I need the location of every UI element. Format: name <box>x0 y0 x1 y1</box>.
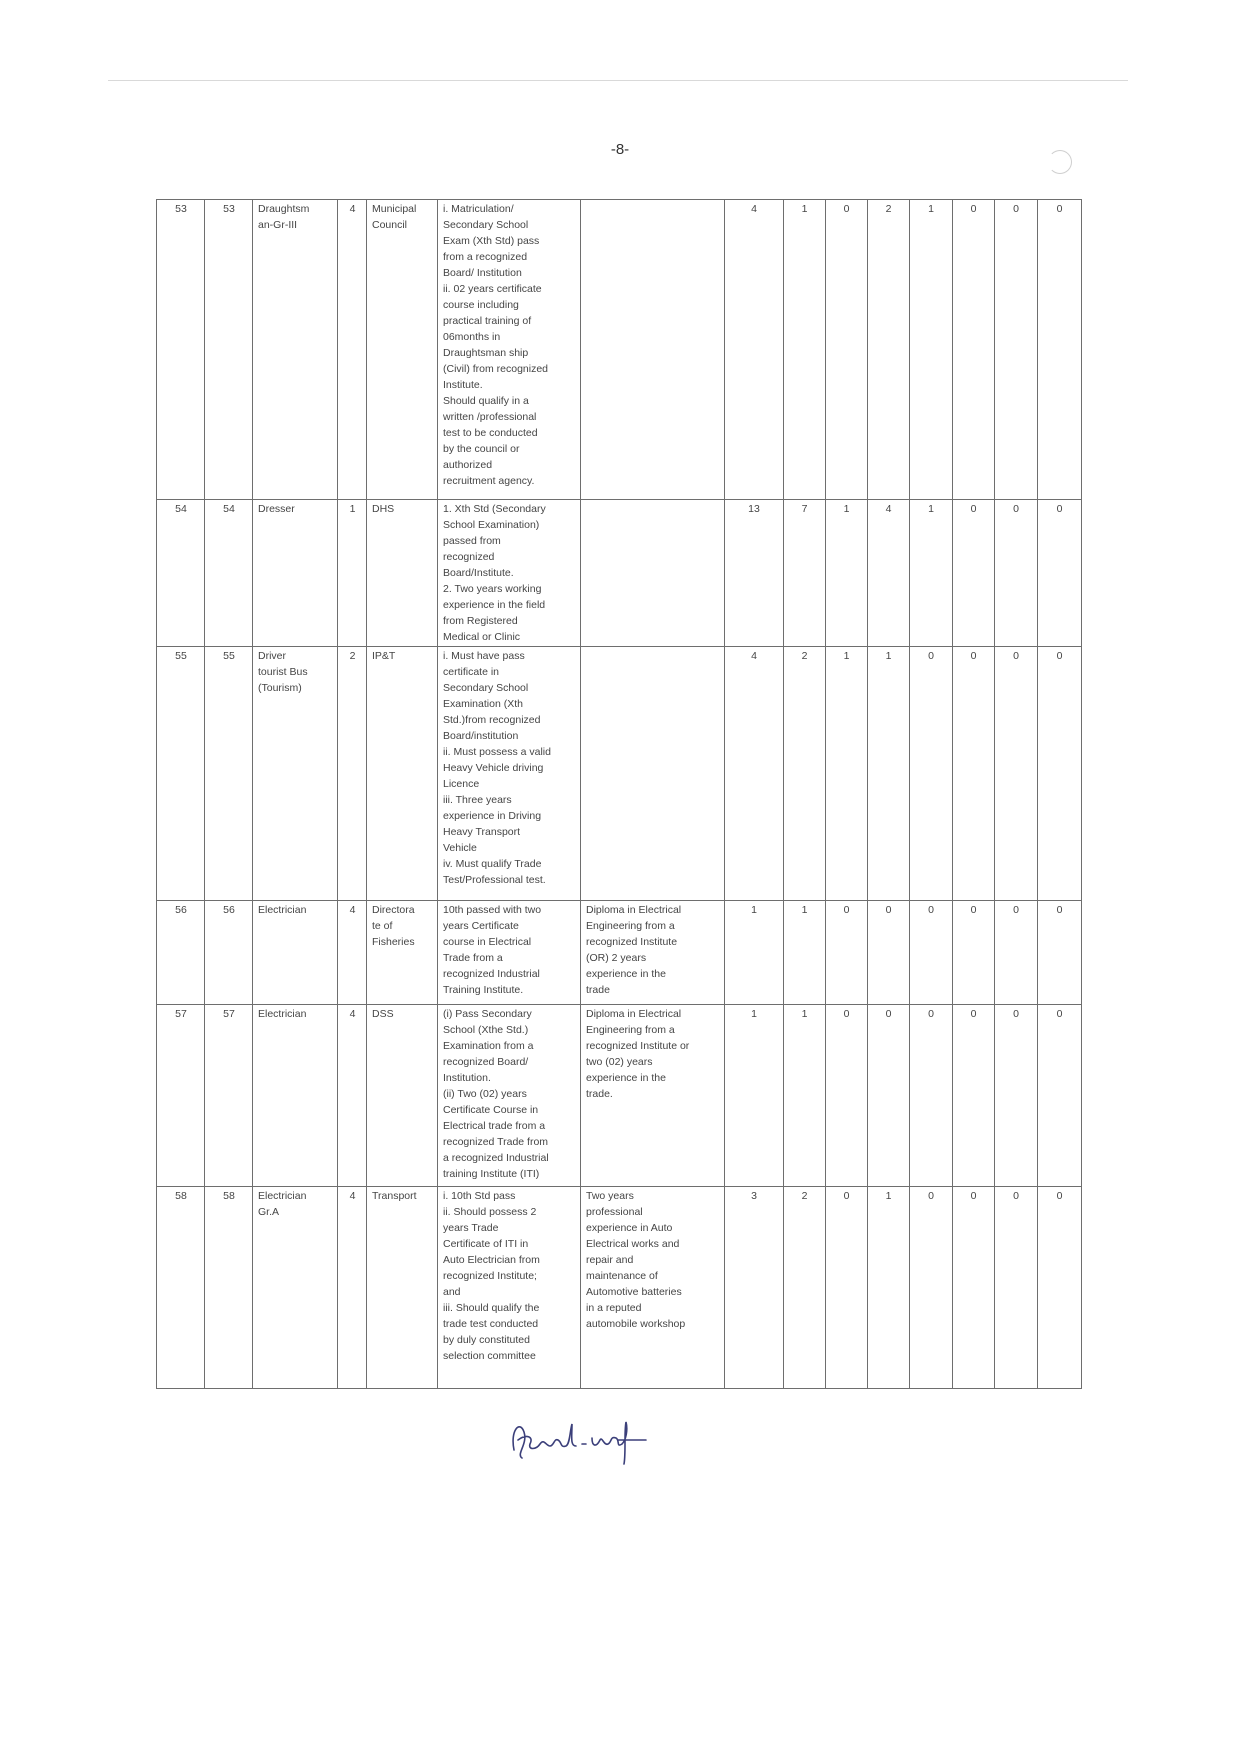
post-code-cell: 56 <box>205 901 253 1005</box>
post-code-cell: 57 <box>205 1005 253 1187</box>
page-number: -8- <box>610 141 630 158</box>
table-row <box>157 901 1082 1005</box>
vacancy-count-cell: 0 <box>910 1005 953 1187</box>
serial-number-cell: 55 <box>157 647 205 901</box>
vacancy-count-cell: 0 <box>953 901 995 1005</box>
vacancy-count-cell: 1 <box>784 1005 826 1187</box>
table-row <box>157 1005 1082 1187</box>
vacancy-count-cell: 1 <box>826 647 868 901</box>
department-cell: DHS <box>367 500 438 647</box>
desirable-qualification-cell <box>581 500 725 647</box>
post-code-cell: 53 <box>205 200 253 500</box>
level-cell: 4 <box>338 200 367 500</box>
serial-number-cell: 57 <box>157 1005 205 1187</box>
vacancy-count-cell: 0 <box>995 1005 1038 1187</box>
desirable-qualification-cell <box>581 200 725 500</box>
vacancy-count-cell: 0 <box>953 1187 995 1389</box>
vacancy-count-cell: 1 <box>826 500 868 647</box>
essential-qualification-cell: (i) Pass Secondary School (Xthe Std.) Examination from a recognized Board/ Institution. (ii) Two (02) years Certificate Course in Electrical trade from a recognized Trade from a recognized Industrial training Institute (ITI) <box>438 1005 581 1187</box>
vacancy-count-cell: 0 <box>1038 1187 1082 1389</box>
post-name-cell: Electrician <box>253 901 338 1005</box>
vacancy-count-cell: 0 <box>953 1005 995 1187</box>
department-cell: Municipal Council <box>367 200 438 500</box>
desirable-qualification-cell: Diploma in Electrical Engineering from a recognized Institute (OR) 2 years experience in the trade <box>581 901 725 1005</box>
vacancy-count-cell: 0 <box>953 647 995 901</box>
post-name-cell: Dresser <box>253 500 338 647</box>
vacancy-count-cell: 0 <box>1038 200 1082 500</box>
vacancy-count-cell: 0 <box>953 500 995 647</box>
vacancy-count-cell: 0 <box>910 1187 953 1389</box>
department-cell: Transport <box>367 1187 438 1389</box>
desirable-qualification-cell <box>581 647 725 901</box>
vacancy-count-cell: 0 <box>868 901 910 1005</box>
serial-number-cell: 58 <box>157 1187 205 1389</box>
essential-qualification-cell: 10th passed with two years Certificate course in Electrical Trade from a recognized Industrial Training Institute. <box>438 901 581 1005</box>
vacancy-count-cell: 0 <box>1038 1005 1082 1187</box>
vacancy-count-cell: 0 <box>995 200 1038 500</box>
desirable-qualification-cell: Two years professional experience in Auto Electrical works and repair and maintenance of Automotive batteries in a reputed automobile workshop <box>581 1187 725 1389</box>
vacancy-count-cell: 0 <box>910 647 953 901</box>
post-name-cell: Driver tourist Bus (Tourism) <box>253 647 338 901</box>
vacancy-count-cell: 1 <box>868 647 910 901</box>
department-cell: DSS <box>367 1005 438 1187</box>
post-name-cell: Electrician <box>253 1005 338 1187</box>
vacancy-count-cell: 0 <box>995 1187 1038 1389</box>
vacancy-count-cell: 1 <box>784 901 826 1005</box>
post-code-cell: 54 <box>205 500 253 647</box>
post-code-cell: 58 <box>205 1187 253 1389</box>
vacancy-count-cell: 1 <box>725 1005 784 1187</box>
table-body <box>157 200 1082 1389</box>
vacancy-count-cell: 2 <box>868 200 910 500</box>
essential-qualification-cell: i. Matriculation/ Secondary School Exam (Xth Std) pass from a recognized Board/ Institution ii. 02 years certificate course including practical training of 06months in Draughtsman ship (Civil) from recognized Institute. Should qualify in a written /professional test to be conducted by the council or authorized recruitment agency. <box>438 200 581 500</box>
vacancy-count-cell: 3 <box>725 1187 784 1389</box>
handwritten-signature-icon <box>500 1410 660 1470</box>
essential-qualification-cell: i. 10th Std pass ii. Should possess 2 years Trade Certificate of ITI in Auto Electrician from recognized Institute; and iii. Should qualify the trade test conducted by duly constituted selection committee <box>438 1187 581 1389</box>
vacancy-count-cell: 0 <box>826 901 868 1005</box>
table-row <box>157 647 1082 901</box>
table-row <box>157 500 1082 647</box>
level-cell: 4 <box>338 1005 367 1187</box>
vacancy-count-cell: 2 <box>784 1187 826 1389</box>
essential-qualification-cell: 1. Xth Std (Secondary School Examination) passed from recognized Board/Institute. 2. Two years working experience in the field from Registered Medical or Clinic <box>438 500 581 647</box>
serial-number-cell: 53 <box>157 200 205 500</box>
serial-number-cell: 54 <box>157 500 205 647</box>
vacancy-count-cell: 0 <box>1038 647 1082 901</box>
vacancy-count-cell: 1 <box>725 901 784 1005</box>
department-cell: IP&T <box>367 647 438 901</box>
department-cell: Directora te of Fisheries <box>367 901 438 1005</box>
vacancy-count-cell: 1 <box>868 1187 910 1389</box>
post-name-cell: Draughtsm an-Gr-III <box>253 200 338 500</box>
desirable-qualification-cell: Diploma in Electrical Engineering from a recognized Institute or two (02) years experience in the trade. <box>581 1005 725 1187</box>
vacancy-count-cell: 4 <box>725 647 784 901</box>
level-cell: 2 <box>338 647 367 901</box>
vacancy-count-cell: 0 <box>868 1005 910 1187</box>
recruitment-table <box>156 199 1082 1389</box>
serial-number-cell: 56 <box>157 901 205 1005</box>
post-code-cell: 55 <box>205 647 253 901</box>
post-name-cell: Electrician Gr.A <box>253 1187 338 1389</box>
vacancy-count-cell: 2 <box>784 647 826 901</box>
table-row <box>157 200 1082 500</box>
vacancy-count-cell: 0 <box>953 200 995 500</box>
vacancy-count-cell: 4 <box>725 200 784 500</box>
vacancy-count-cell: 7 <box>784 500 826 647</box>
vacancy-count-cell: 0 <box>826 1187 868 1389</box>
vacancy-count-cell: 0 <box>1038 500 1082 647</box>
vacancy-count-cell: 0 <box>995 647 1038 901</box>
vacancy-count-cell: 1 <box>910 500 953 647</box>
level-cell: 4 <box>338 901 367 1005</box>
vacancy-count-cell: 1 <box>910 200 953 500</box>
vacancy-count-cell: 0 <box>910 901 953 1005</box>
vacancy-count-cell: 0 <box>826 200 868 500</box>
vacancy-count-cell: 0 <box>995 500 1038 647</box>
vacancy-count-cell: 13 <box>725 500 784 647</box>
vacancy-count-cell: 1 <box>784 200 826 500</box>
vacancy-count-cell: 0 <box>826 1005 868 1187</box>
vacancy-count-cell: 4 <box>868 500 910 647</box>
table-row <box>157 1187 1082 1389</box>
level-cell: 4 <box>338 1187 367 1389</box>
scan-mark-icon <box>1048 150 1072 174</box>
header-rule <box>108 80 1128 81</box>
level-cell: 1 <box>338 500 367 647</box>
vacancy-count-cell: 0 <box>995 901 1038 1005</box>
vacancy-count-cell: 0 <box>1038 901 1082 1005</box>
essential-qualification-cell: i. Must have pass certificate in Secondary School Examination (Xth Std.)from recognized Board/institution ii. Must possess a valid Heavy Vehicle driving Licence iii. Three years experience in Driving Heavy Transport Vehicle iv. Must qualify Trade Test/Professional test. <box>438 647 581 901</box>
